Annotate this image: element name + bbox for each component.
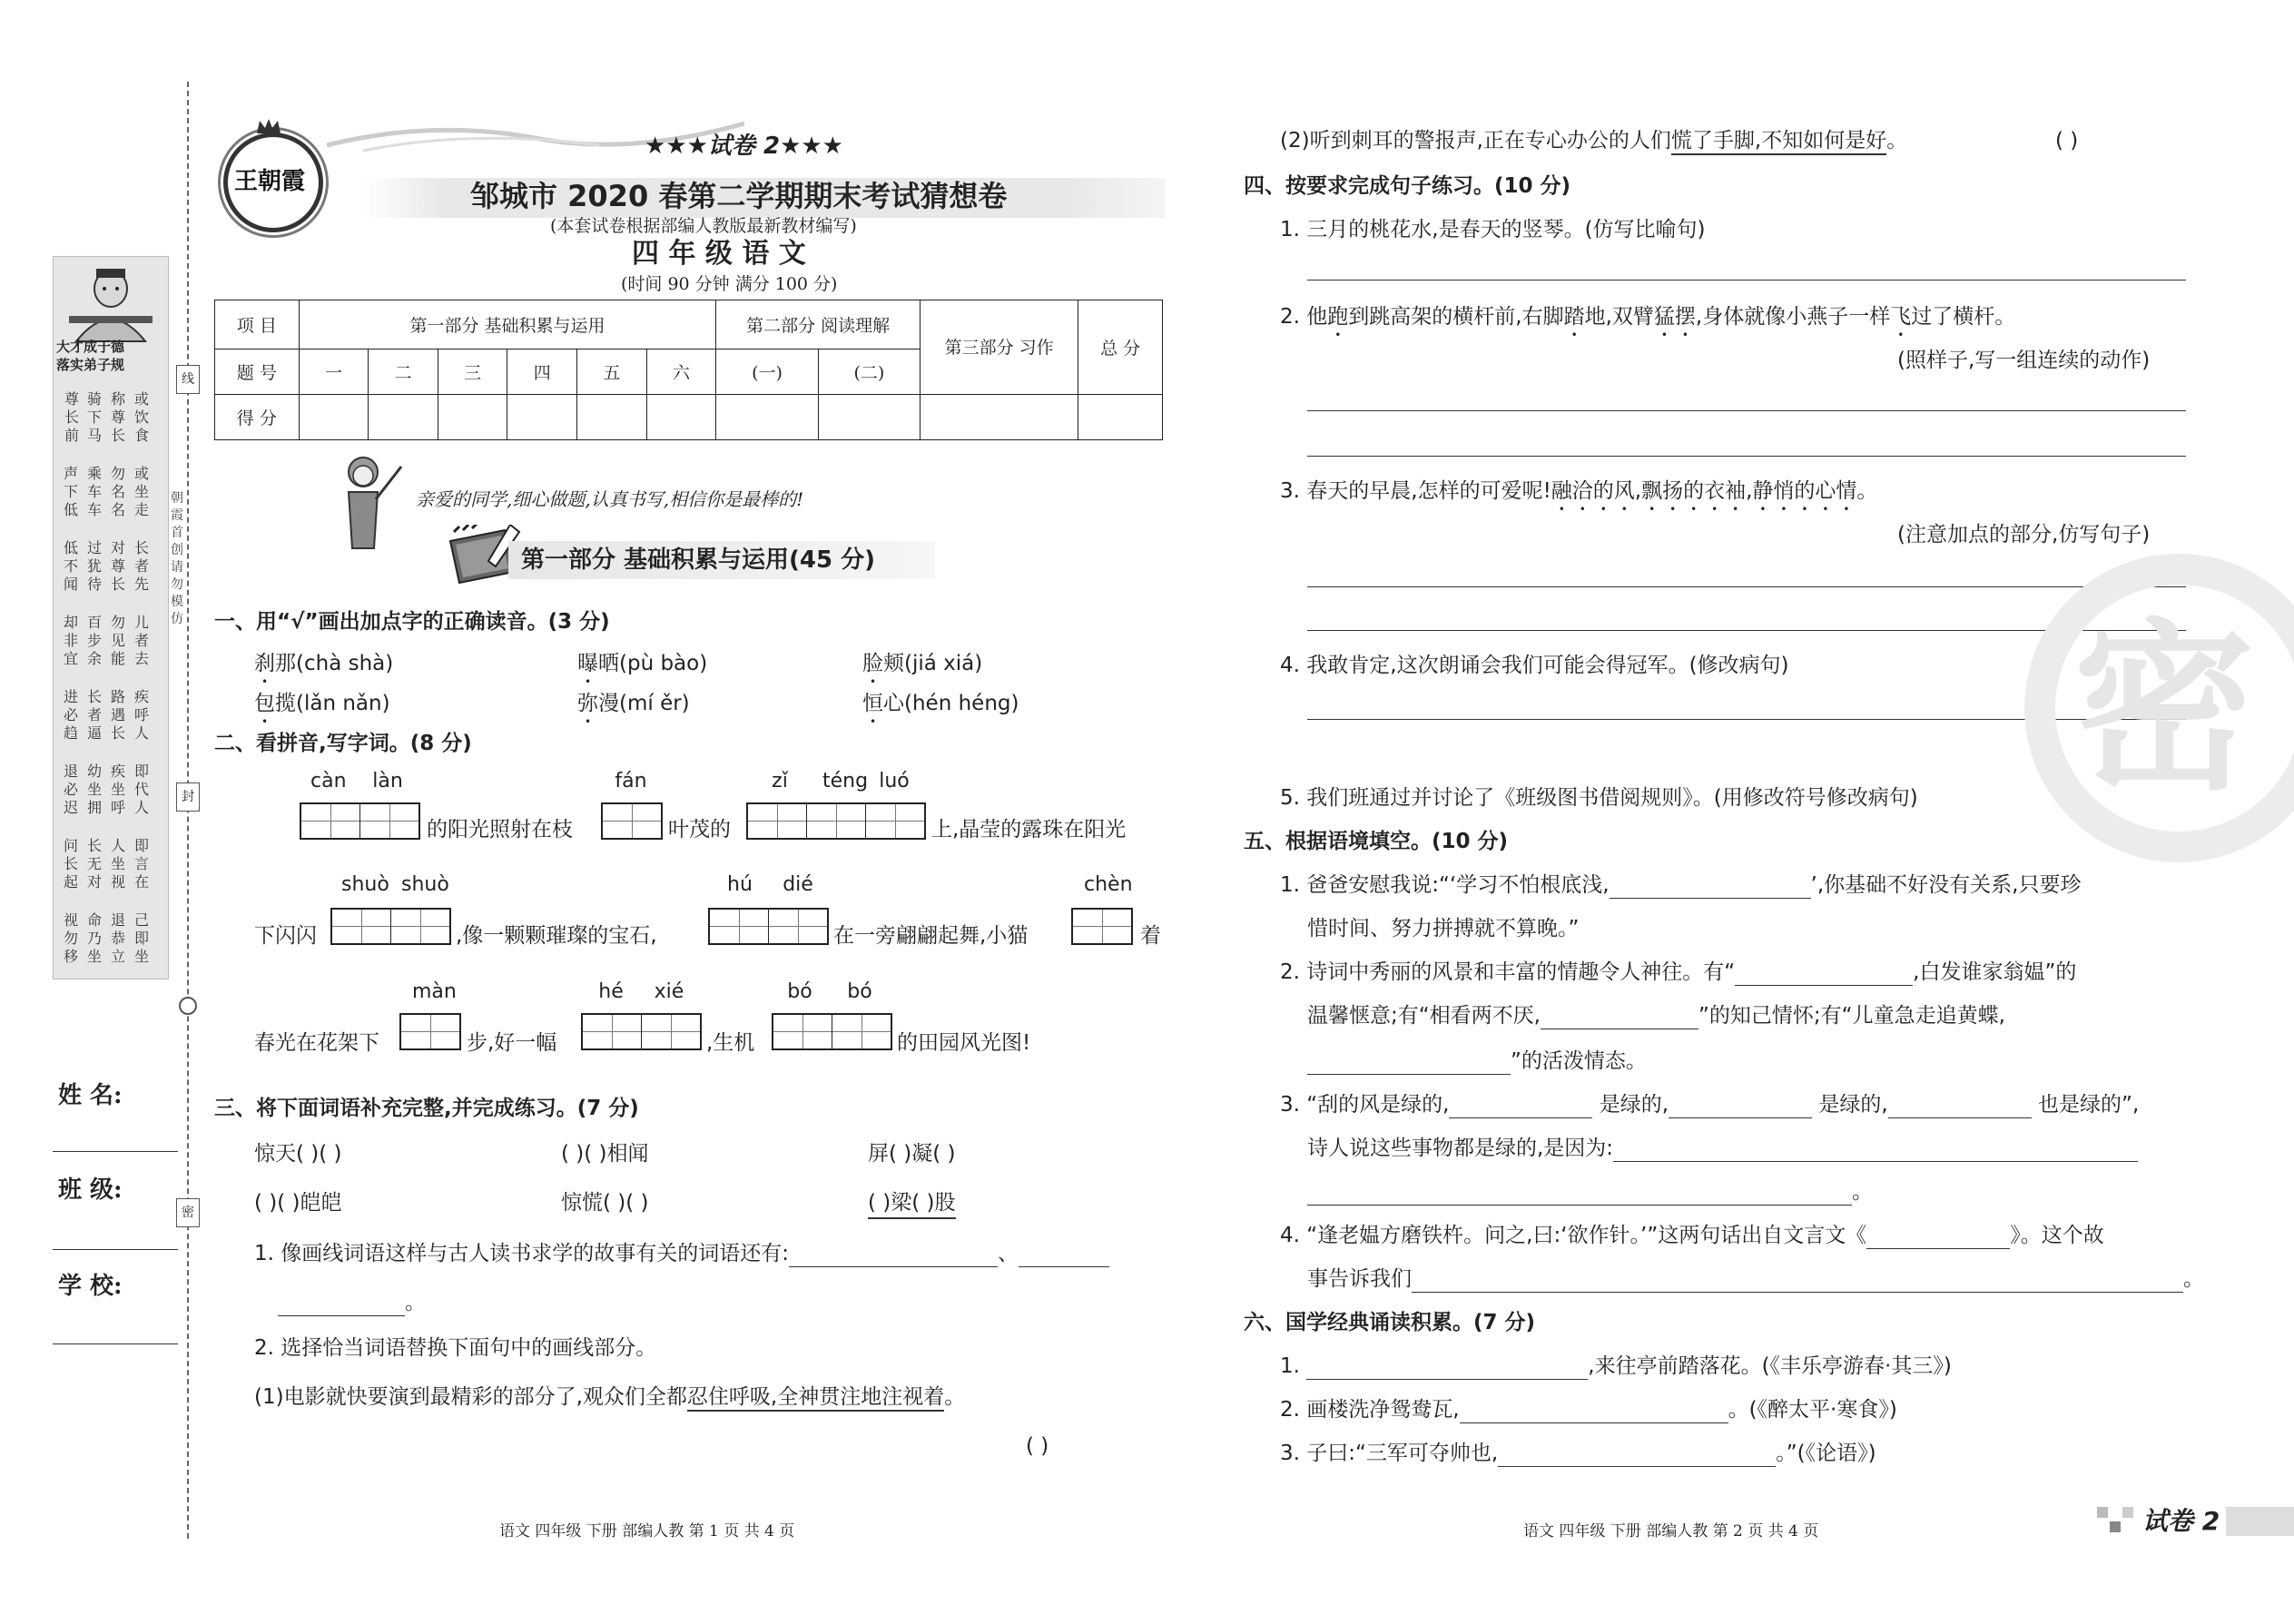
q2-text: 步,好一幅 [467,1031,557,1055]
char-grid[interactable] [399,1013,461,1050]
q1-item[interactable]: 包揽(lǎn nǎn) [254,692,390,715]
answer-blank[interactable] [1498,1446,1776,1467]
q4-item-3-note: (注意加点的部分,仿写句子) [1897,523,2151,546]
class-label: 班 级: [58,1176,123,1204]
q3-sentence-1: (1)电影就快要演到最精彩的部分了,观众们全都忍住呼吸,全神贯注地注视着。 [254,1383,965,1411]
q1-item[interactable]: 曝晒(pù bào) [577,652,708,675]
q1-item[interactable]: 恒心(hén héng) [862,692,1019,715]
maxim: 百 步 余 [86,614,102,667]
char-grid[interactable] [708,908,829,945]
q4-item-2: 2. 他跑到跳高架的横杆前,右脚踏地,双臂猛摆,身体就像小燕子一样飞过了横杆。 [1280,305,2016,329]
q2-text: 的阳光照射在枝 [427,818,573,842]
q4-item-2-note: (照样子,写一组连续的动作) [1897,349,2151,372]
q3-sub1-cont: 。 [278,1289,426,1316]
answer-line[interactable] [1307,410,2186,411]
answer-blank[interactable] [1866,1228,2010,1249]
answer-blank[interactable] [1541,1009,1698,1029]
q2-text: 的田园风光图! [897,1031,1031,1055]
pinyin: bó [847,980,872,1003]
pinyin: téng [822,770,869,792]
q5-item-2-cont: 温馨惬意;有“相看两不厌, ”的知己情怀;有“儿童急走追黄蝶, [1307,1004,2005,1028]
maxim: 即 代 人 [133,763,149,816]
name-label: 姓 名: [58,1082,123,1109]
score-cell[interactable] [646,395,716,440]
char-grid[interactable] [300,802,420,840]
answer-blank[interactable] [1888,1097,2032,1118]
q3-sub2: 2. 选择恰当词语替换下面句中的画线部分。 [254,1336,657,1360]
answer-line[interactable] [1307,280,2186,281]
score-col-2: 二 [369,349,438,395]
score-cell[interactable] [369,395,438,440]
answer-blank[interactable] [1307,1185,1852,1206]
maxim: 乘 车 车 [86,465,102,518]
answer-blank[interactable] [1019,1246,1109,1267]
q4-item-1: 1. 三月的桃花水,是春天的竖琴。(仿写比喻句) [1280,218,1706,241]
char-grid[interactable] [1071,908,1133,945]
score-col-5: 五 [577,349,647,395]
q3-word[interactable]: 惊天( )( ) [254,1142,342,1166]
q3-answer-paren-2[interactable]: ( ) [2055,129,2079,153]
maxim: 疾 呼 人 [133,688,149,742]
teacher-illustration [332,452,405,552]
score-cell[interactable] [818,395,920,440]
answer-blank[interactable] [1613,1141,2138,1162]
q5-item-2-cont2: ”的活泼情态。 [1307,1048,1647,1075]
sidebar-maxims [58,390,160,971]
watermark-char: 密 [2073,604,2256,815]
maxim: 长 者 逼 [86,688,102,742]
score-header-item: 项 目 [215,300,300,349]
score-col-reading-2: (二) [818,349,920,395]
paper-tag: ★★★试卷 2★★★ [645,133,843,160]
pinyin: dié [783,873,813,896]
q2-title: 二、看拼音,写字词。(8 分) [214,732,472,755]
confidential-watermark [2024,554,2294,862]
maxim: 儿 者 去 [133,614,149,667]
q6-item-2: 2. 画楼洗净鸳鸯瓦, 。(《醉太平·寒食》) [1280,1398,1897,1422]
score-header-total: 总 分 [1078,300,1163,395]
q3-word-underlined[interactable]: ( )梁( )股 [868,1189,956,1219]
q6-title: 六、国学经典诵读积累。(7 分) [1244,1311,1536,1334]
q6-item-3: 3. 子曰:“三军可夺帅也, 。”(《论语》) [1280,1442,1876,1465]
publisher-logo [223,133,323,232]
pinyin: bó [787,980,812,1003]
sidebar-motto-2: 落实弟子规 [56,357,125,373]
q2-text: 在一旁翩翩起舞,小猫 [833,924,1029,948]
binding-hole-icon [179,997,197,1015]
q3-answer-paren-1[interactable]: ( ) [1026,1434,1049,1458]
maxim: 或 坐 走 [133,465,149,518]
q5-item-4: 4. “逢老媪方磨铁杵。问之,曰:‘欲作针。’”这两句话出自文言文《 》。这个故 [1280,1224,2104,1247]
q5-item-3: 3. “刮的风是绿的, 是绿的, 是绿的, 也是绿的”, [1280,1093,2140,1117]
q3-word[interactable]: ( )( )相闻 [561,1142,649,1166]
q6-item-1: 1. ,来往亭前踏落花。(《丰乐亭游春·其三》) [1280,1354,1952,1378]
maxim: 人 坐 视 [110,837,125,891]
q2-text: 叶茂的 [668,818,731,842]
q3-sentence-2: (2)听到刺耳的警报声,正在专心办公的人们慌了手脚,不知如何是好。 [1280,127,1907,154]
score-cell[interactable] [507,395,577,440]
pinyin: zǐ [772,770,788,792]
answer-line[interactable] [1307,456,2186,457]
q2-text: 春光在花架下 [254,1031,379,1055]
maxim: 长 者 先 [133,539,149,593]
pinyin: càn [310,770,347,792]
maxim: 过 犹 待 [86,539,102,593]
score-col-4: 四 [507,349,577,395]
maxim: 退 必 迟 [63,763,78,816]
answer-blank[interactable] [1735,965,1913,986]
maxim: 骑 下 马 [86,390,102,444]
maxim: 或 饮 食 [133,390,149,444]
maxim: 对 尊 长 [110,539,125,593]
maxim: 幼 坐 拥 [86,763,102,816]
char-grid[interactable] [746,802,926,840]
answer-blank[interactable] [789,1246,998,1267]
q3-word[interactable]: 惊慌( )( ) [561,1191,649,1215]
maxim: 却 非 宜 [63,614,78,667]
name-field[interactable] [53,1151,178,1152]
q3-title: 三、将下面词语补充完整,并完成练习。(7 分) [214,1097,639,1120]
pinyin: chèn [1084,873,1133,896]
pinyin: shuò [341,873,389,896]
score-header-part1: 第一部分 基础积累与运用 [299,300,716,349]
score-cell[interactable] [716,395,818,440]
maxim: 长 无 对 [86,837,102,891]
score-row-points: 得 分 [215,395,300,440]
q1-item[interactable]: 脸颊(jiá xiá) [862,652,983,675]
score-cell[interactable] [299,395,369,440]
greeting-text: 亲爱的同学,细心做题,认真书写,相信你是最棒的! [416,488,804,510]
answer-blank[interactable] [1460,1403,1728,1423]
pinyin: màn [412,980,457,1003]
q3-word[interactable]: ( )( )皑皑 [254,1191,342,1215]
maxim: 疾 坐 呼 [110,763,125,816]
maxim: 即 言 在 [133,837,149,891]
q5-item-3-cont: 诗人说这些事物都是绿的,是因为: [1307,1135,2138,1162]
seal-mark-2: 封 [176,782,200,812]
char-grid[interactable] [330,908,451,945]
score-header-part3: 第三部分 习作 [921,300,1078,395]
q5-item-1: 1. 爸爸安慰我说:“‘学习不怕根底浅, ’,你基础不好没有关系,只要珍 [1280,873,2082,897]
answer-blank[interactable] [278,1295,405,1316]
maxim: 视 勿 移 [63,911,78,965]
q5-item-2: 2. 诗词中秀丽的风景和丰富的情趣令人神往。有“ ,白发谁家翁媪”的 [1280,960,2077,984]
char-grid[interactable] [772,1013,892,1050]
school-label: 学 校: [58,1273,123,1300]
corner-decoration [2097,1507,2133,1534]
q4-title: 四、按要求完成句子练习。(10 分) [1244,174,1571,198]
pinyin: hé [598,980,624,1003]
sidebar-motto-1: 大才成于德 [56,339,125,355]
pinyin: fán [615,770,647,792]
q4-item-3: 3. 春天的早晨,怎样的可爱呢!融洽的风,飘扬的衣袖,静悄的心情。 [1280,479,1878,503]
page-subtitle: (本套试卷根据部编人教版最新教材编写) [550,216,857,236]
score-table [214,300,1163,440]
score-col-3: 三 [438,349,507,395]
q2-text: 下闪闪 [254,924,317,948]
q5-item-4-cont: 事告诉我们 。 [1307,1267,2204,1291]
q1-title: 一、用“√”画出加点字的正确读音。(3 分) [214,610,610,634]
q2-text: 上,晶莹的露珠在阳光 [931,818,1127,842]
answer-blank[interactable] [1412,1272,2183,1293]
maxim: 命 乃 坐 [86,911,102,965]
answer-blank[interactable] [1669,1097,1812,1118]
footer-left: 语文 四年级 下册 部编人教 第 1 页 共 4 页 [499,1522,795,1540]
answer-blank[interactable] [1307,1054,1511,1075]
pinyin: luó [879,770,910,792]
logo-crown-icon [255,117,282,135]
maxim: 退 恭 立 [110,911,125,965]
footer-right: 语文 四年级 下册 部编人教 第 2 页 共 4 页 [1523,1522,1819,1540]
corner-label: 试卷 2 [2142,1506,2220,1536]
maxim: 声 下 低 [63,465,78,518]
pinyin: làn [372,770,403,792]
answer-line[interactable] [1307,586,2186,587]
maxim: 称 尊 长 [110,390,125,444]
part1-title: 第一部分 基础积累与运用(45 分) [521,546,876,574]
school-field[interactable] [53,1343,178,1344]
q2-text: 着 [1140,924,1161,948]
q4-item-5: 5. 我们班通过并讨论了《班级图书借阅规则》。(用修改符号修改病句) [1280,786,1918,810]
grade-subject: 四 年 级 语 文 [632,238,806,270]
q5-item-3-cont2: 。 [1307,1178,1873,1206]
maxim: 进 必 趋 [63,688,78,742]
logo-text: 王朝霞 [234,168,306,195]
q2-text: ,像一颗颗璀璨的宝石, [456,924,657,948]
answer-blank[interactable] [1610,878,1811,899]
exam-time: (时间 90 分钟 满分 100 分) [621,274,838,294]
maxim: 尊 长 前 [64,390,79,444]
score-col-reading-1: (一) [716,349,818,395]
corner-bar [2226,1507,2294,1536]
scholar-illustration [64,261,158,343]
pinyin: hú [727,873,753,896]
class-field[interactable] [53,1249,178,1250]
maxim: 勿 见 能 [110,614,125,667]
q2-text: ,生机 [706,1031,755,1055]
score-cell[interactable] [577,395,647,440]
score-header-part2: 第二部分 阅读理解 [716,300,921,349]
score-col-1: 一 [299,349,369,395]
maxim: 勿 名 名 [110,465,125,518]
q4-item-4: 4. 我敢肯定,这次朗诵会我们可能会得冠军。(修改病句) [1280,654,1789,677]
maxim: 问 长 起 [63,837,78,891]
score-cell[interactable] [921,395,1078,440]
char-grid[interactable] [601,802,663,840]
page-title: 邹城市 2020 春第二学期期末考试猜想卷 [470,179,1008,213]
char-grid[interactable] [581,1013,702,1050]
q3-sub1: 1. 像画线词语这样与古人读书求学的故事有关的词语还有: 、 [254,1240,1109,1267]
q5-title: 五、根据语境填空。(10 分) [1244,830,1509,853]
score-cell[interactable] [1078,395,1163,440]
pinyin: xié [654,980,684,1003]
maxim: 路 遇 长 [110,688,125,742]
sidebar-vertical-note: 朝霞首创 请勿模仿 [171,491,183,626]
maxim: 低 不 闻 [63,539,78,593]
seal-mark-1: 线 [176,365,200,394]
q1-item[interactable]: 弥漫(mí ěr) [577,692,690,715]
answer-blank[interactable] [1306,1359,1588,1380]
maxim: 己 即 坐 [133,911,149,965]
pinyin: shuò [401,873,449,896]
q1-item[interactable]: 刹那(chà shà) [254,652,394,675]
q3-word[interactable]: 屏( )凝( ) [868,1142,956,1166]
score-row-label: 题 号 [215,349,300,395]
score-cell[interactable] [438,395,507,440]
seal-mark-3: 密 [176,1198,200,1227]
score-col-6: 六 [646,349,716,395]
q5-item-1-cont: 惜时间、努力拼搏就不算晚。” [1307,917,1580,940]
answer-blank[interactable] [1449,1097,1592,1118]
